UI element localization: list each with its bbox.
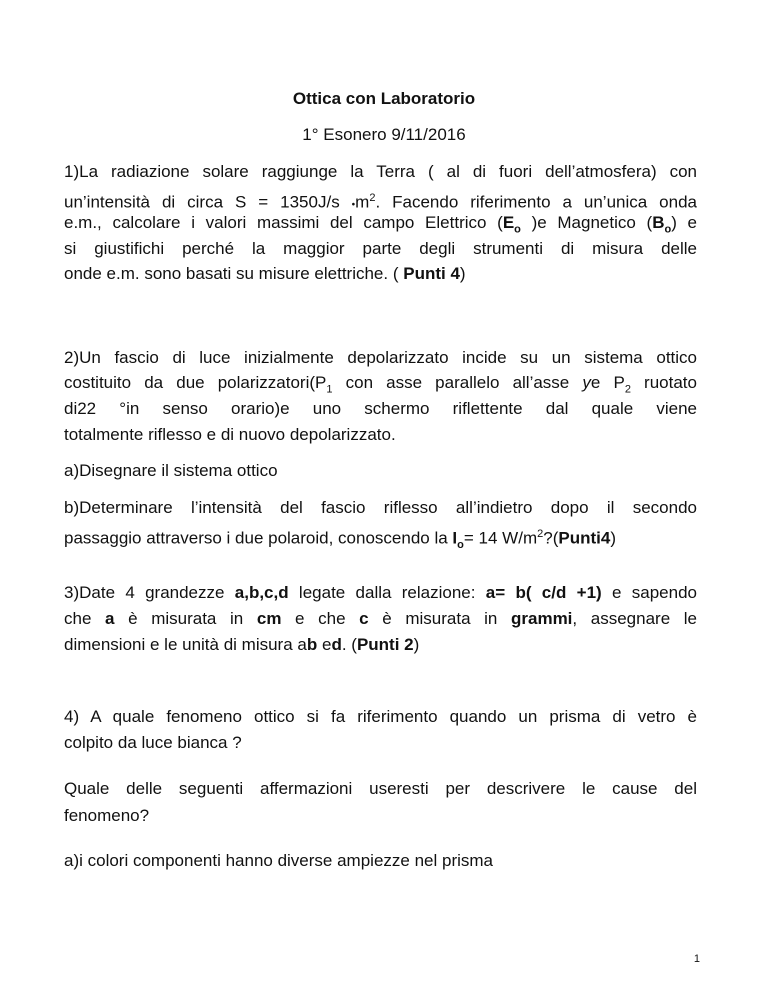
q1-line-5: onde e.m. sono basati su misure elettriche. ( Punti 4)	[64, 264, 466, 283]
q2-item-b-line-2: passaggio attraverso i due polaroid, conoscendo la $I_o= 14$ $W/m^2?(Punti4)$	[64, 528, 616, 552]
page-number: 1	[693, 953, 700, 965]
q2-line-3: di22 °in senso orario)e uno schermo riflettente dal quale viene	[64, 399, 697, 418]
q2-line-4: totalmente riflesso e di nuovo depolarizzato.	[64, 425, 396, 444]
q2-item-b-line-1: b)Determinare l’intensità del fascio riflesso all’indietro dopo il secondo	[64, 498, 697, 517]
q1-line-2: un’intensità di circa S = 1350J/s $•m^2$. Facendo riferimento a un’unica onda	[64, 192, 697, 212]
q1-line-4: si giustifichi perché la maggior parte degli strumenti di misura delle	[64, 239, 697, 258]
dot-operator: •	[351, 199, 356, 211]
q4-line-1: 4) A quale fenomeno ottico si fa riferimento quando un prisma di vetro è	[64, 707, 697, 726]
document-subtitle: 1° Esonero 9/11/2016	[302, 125, 466, 144]
q4-item-a: a)i colori componenti hanno diverse ampiezze nel prisma	[64, 851, 493, 870]
q2-line-2: costituito da due $polarizzatori(P_1$ con asse parallelo all’asse ye $P_2$ ruotato	[64, 373, 697, 396]
q3-line-1: 3)Date 4 grandezze a,b,c,d legate dalla relazione: a= b( c/d +1) e sapendo	[64, 583, 697, 602]
q4-line-4: fenomeno?	[64, 806, 150, 825]
document-title: Ottica con Laboratorio	[292, 89, 476, 108]
q1-line-1: 1)La radiazione solare raggiunge la Terra ( al di fuori dell’atmosfera) con	[64, 162, 697, 181]
q2-line-1: 2)Un fascio di luce inizialmente depolarizzato incide su un sistema ottico	[64, 348, 697, 367]
q2-item-a: a)Disegnare il sistema ottico	[64, 461, 278, 480]
q3-line-2: che a è misurata in cm e che c è misurata in grammi, assegnare le	[64, 609, 698, 628]
q1-line-3: e.m., calcolare i valori massimi del campo Elettrico ($E_o$ )e Magnetico $(B_o)$ e	[64, 213, 698, 236]
q4-line-2: colpito da luce bianca ?	[64, 733, 242, 752]
q4-line-3: Quale delle seguenti affermazioni useresti per descrivere le cause del	[64, 779, 697, 798]
q3-line-3: dimensioni e le unità di misura ab ed. (Punti 2)	[64, 635, 420, 654]
